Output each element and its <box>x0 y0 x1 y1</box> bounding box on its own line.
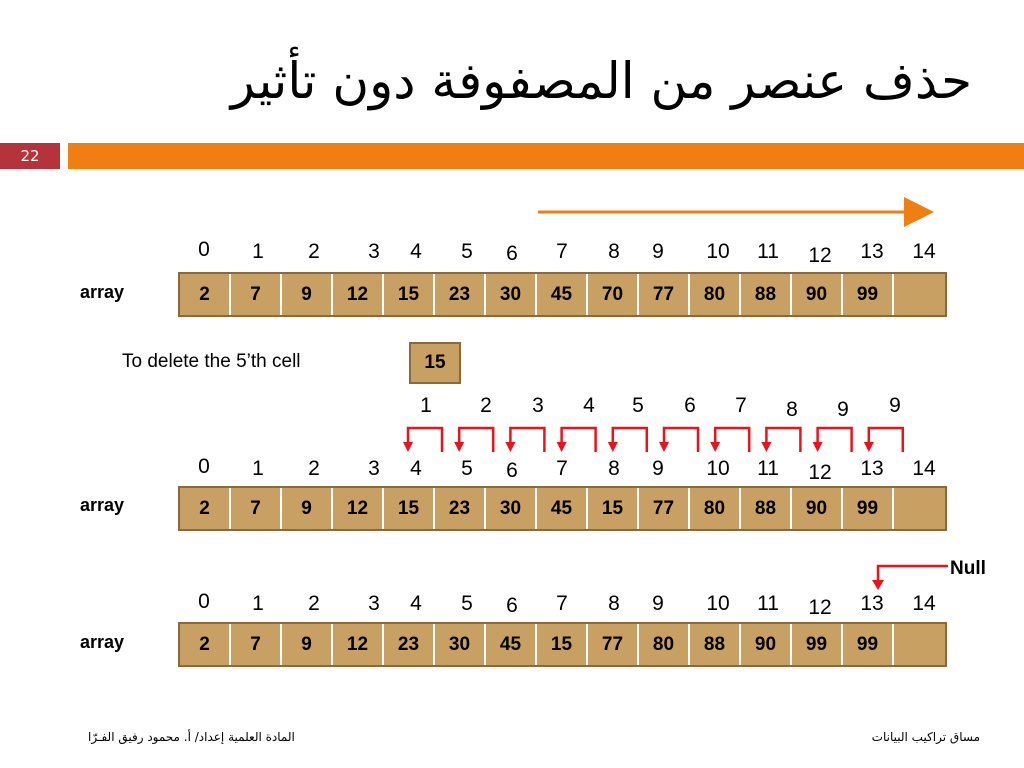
index-label: 14 <box>912 457 936 480</box>
array-cell: 99 <box>843 488 894 529</box>
array-cell: 15 <box>537 624 588 665</box>
index-label: 10 <box>706 240 730 263</box>
array-cell: 77 <box>639 488 690 529</box>
shift-index-label: 5 <box>632 394 644 417</box>
index-label: 8 <box>608 240 620 263</box>
index-label: 2 <box>308 240 320 263</box>
index-label: 4 <box>410 240 422 263</box>
array-cell: 9 <box>282 274 333 315</box>
index-label: 6 <box>506 459 518 482</box>
shift-index-label: 4 <box>583 394 595 417</box>
array-row-2 <box>178 486 947 531</box>
array-label: array <box>80 495 125 515</box>
array-cell: 99 <box>792 624 843 665</box>
index-label: 1 <box>252 457 264 480</box>
index-label: 12 <box>808 244 832 267</box>
array-cell: 80 <box>690 274 741 315</box>
array-cell: 23 <box>435 274 486 315</box>
footer-author: المادة العلمية إعداد/ أ. محمود رفيق الفـرّا <box>88 730 295 744</box>
index-label: 0 <box>198 590 210 613</box>
array-cell: 99 <box>843 624 894 665</box>
index-label: 6 <box>506 242 518 265</box>
index-label: 11 <box>757 457 779 480</box>
array-cell: 77 <box>588 624 639 665</box>
array-row-3 <box>178 622 947 667</box>
array-cell: 45 <box>537 274 588 315</box>
index-label: 11 <box>757 592 779 615</box>
array-cell: 12 <box>333 488 384 529</box>
shift-arrow-head <box>608 442 618 452</box>
shift-index-label: 3 <box>532 394 544 417</box>
shift-arrow <box>408 428 442 452</box>
index-label: 4 <box>410 592 422 615</box>
null-label: Null <box>950 558 986 579</box>
index-label: 0 <box>198 238 210 261</box>
array-cell <box>894 488 945 529</box>
array-row-1 <box>178 272 947 317</box>
shift-arrow-head <box>761 442 771 452</box>
index-label: 12 <box>808 596 832 619</box>
index-label: 3 <box>368 457 380 480</box>
array-cell: 9 <box>282 488 333 529</box>
shift-arrow-head <box>864 442 874 452</box>
index-label: 5 <box>461 592 473 615</box>
index-label: 5 <box>461 240 473 263</box>
array-cell: 90 <box>792 274 843 315</box>
shift-arrow <box>459 428 493 452</box>
index-label: 5 <box>461 457 473 480</box>
shift-arrow-head <box>454 442 464 452</box>
shift-arrow <box>510 428 544 452</box>
index-label: 8 <box>608 592 620 615</box>
shift-arrow <box>766 428 800 452</box>
shift-index-label: 6 <box>684 394 696 417</box>
shift-arrow <box>715 428 749 452</box>
array-cell: 88 <box>741 488 792 529</box>
array-cell: 30 <box>486 488 537 529</box>
array-cell: 90 <box>792 488 843 529</box>
shift-arrow-head <box>710 442 720 452</box>
shift-arrow-head <box>403 442 413 452</box>
null-arrow <box>872 566 948 590</box>
array-cell: 88 <box>741 274 792 315</box>
index-label: 2 <box>308 592 320 615</box>
index-label: 13 <box>860 240 884 263</box>
shift-arrow-head <box>505 442 515 452</box>
index-label: 9 <box>652 457 664 480</box>
array-cell: 15 <box>384 274 435 315</box>
index-label: 2 <box>308 457 320 480</box>
array-cell: 77 <box>639 274 690 315</box>
array-cell: 2 <box>180 624 231 665</box>
array-cell: 2 <box>180 274 231 315</box>
array-cell <box>894 274 945 315</box>
array-cell: 9 <box>282 624 333 665</box>
index-label: 13 <box>860 457 884 480</box>
array-cell: 23 <box>435 488 486 529</box>
array-cell: 90 <box>741 624 792 665</box>
array-cell: 12 <box>333 274 384 315</box>
shift-arrow <box>664 428 698 452</box>
index-label: 6 <box>506 594 518 617</box>
shift-arrow-head <box>557 442 567 452</box>
shift-index-label: 9 <box>889 394 901 417</box>
index-label: 7 <box>556 592 568 615</box>
shift-arrow <box>562 428 596 452</box>
shift-arrow <box>869 428 903 452</box>
index-label: 12 <box>808 461 832 484</box>
shift-arrow <box>818 428 852 452</box>
shift-arrow-head <box>659 442 669 452</box>
array-cell: 80 <box>690 488 741 529</box>
index-label: 8 <box>608 457 620 480</box>
array-cell: 45 <box>537 488 588 529</box>
index-label: 10 <box>706 592 730 615</box>
shift-index-label: 1 <box>420 394 432 417</box>
shift-index-label: 2 <box>480 394 492 417</box>
index-label: 4 <box>410 457 422 480</box>
shift-arrow <box>613 428 647 452</box>
array-cell: 15 <box>588 488 639 529</box>
index-label: 14 <box>912 592 936 615</box>
index-label: 13 <box>860 592 884 615</box>
delete-note: To delete the 5’th cell <box>122 351 301 372</box>
array-cell: 15 <box>384 488 435 529</box>
index-label: 3 <box>368 240 380 263</box>
index-label: 9 <box>652 592 664 615</box>
array-cell: 88 <box>690 624 741 665</box>
index-label: 14 <box>912 240 936 263</box>
deleted-cell: 15 <box>409 342 461 384</box>
array-cell <box>894 624 945 665</box>
array-cell: 2 <box>180 488 231 529</box>
array-cell: 7 <box>231 274 282 315</box>
array-cell: 30 <box>486 274 537 315</box>
index-label: 10 <box>706 457 730 480</box>
shift-arrows <box>403 428 903 452</box>
index-label: 7 <box>556 457 568 480</box>
array-cell: 99 <box>843 274 894 315</box>
slide-number: 22 <box>0 143 60 169</box>
shift-index-label: 7 <box>735 394 747 417</box>
array-cell: 23 <box>384 624 435 665</box>
index-label: 7 <box>556 240 568 263</box>
array-cell: 80 <box>639 624 690 665</box>
array-cell: 7 <box>231 488 282 529</box>
array-label: array <box>80 282 125 302</box>
array-label: array <box>80 632 125 652</box>
index-label: 11 <box>757 240 779 263</box>
shift-index-label: 9 <box>837 398 849 421</box>
slide-title: حذف عنصر من المصفوفة دون تأثير <box>230 52 972 110</box>
index-label: 9 <box>652 240 664 263</box>
array-cell: 12 <box>333 624 384 665</box>
index-label: 3 <box>368 592 380 615</box>
array-cell: 30 <box>435 624 486 665</box>
array-cell: 7 <box>231 624 282 665</box>
footer-course: مساق تراكيب البيانات <box>871 730 980 744</box>
index-label: 1 <box>252 240 264 263</box>
array-cell: 70 <box>588 274 639 315</box>
shift-index-label: 8 <box>786 398 798 421</box>
index-label: 0 <box>198 455 210 478</box>
shift-arrow-head <box>813 442 823 452</box>
index-label: 1 <box>252 592 264 615</box>
array-cell: 45 <box>486 624 537 665</box>
